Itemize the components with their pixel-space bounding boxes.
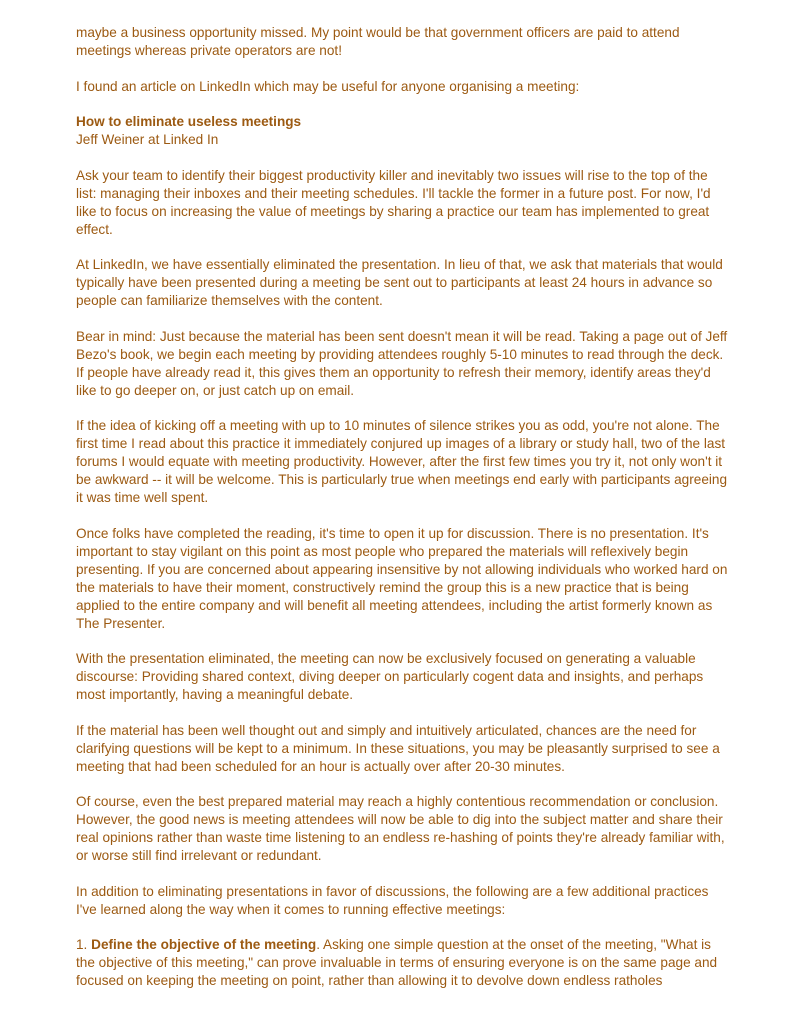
paragraph-clarifying-questions: If the material has been well thought out and simply and intuitively articulated, chances are the need for clarifying questions will be kept to a minimum. In these situations, you may be pleasantly surprised to see a meeting that had been scheduled for an hour is actually over after 20-30 minutes. [76,722,720,774]
document-page [76,24,728,1008]
article-title-text: How to eliminate useless meetings [76,114,302,129]
paragraph-additional-practices: In addition to eliminating presentations in favor of discussions, the following are a few additional practices I've learned along the way when it comes to running effective meetings: [76,883,709,917]
article-author: Jeff Weiner at Linked In [76,132,219,147]
paragraph-productivity-killer: Ask your team to identify their biggest productivity killer and inevitably two issues will rise to the top of the list: managing their inboxes and their meeting schedules. I'll tackle the former in a future post. For now, I'd like to focus on increasing the value of meetings by sharing a practice our team has implemented to great effect. [76,167,711,237]
paragraph-discussion: Once folks have completed the reading, it's time to open it up for discussion. There is no presentation. It's important to stay vigilant on this point as most people who prepared the materials will reflexively begin presenting. If you are concerned about appearing insensitive by not allowing individuals who worked hard on the materials to have their moment, constructively remind the group this is a new practice that is being applied to the entire company and will benefit all meeting attendees, including the artist formerly known as The Presenter. [76,525,728,631]
paragraph-intro: maybe a business opportunity missed. My point would be that government officers are paid to attend meetings whereas private operators are not! [76,25,680,58]
list-item-heading: Define the objective of the meeting [91,937,317,952]
list-item-number: 1. [76,937,92,952]
paragraph-eliminated-presentation: At LinkedIn, we have essentially eliminated the presentation. In lieu of that, we ask that materials that would typically have been presented during a meeting be sent out to participants at least 24 hours in advance so people can familiarize themselves with the content. [76,257,723,308]
article-title [76,113,728,131]
list-item-text: . Asking one simple question at the onset of the meeting, "What is the objective of this meeting," can prove invaluable in terms of ensuring everyone is on the same page and focused on keeping the meeting on point, rather than allowing it to devolve down endless ratholes [76,937,718,988]
paragraph-bear-in-mind: Bear in mind: Just because the material has been sent doesn't mean it will be read. Taking a page out of Jeff Bezo's book, we begin each meeting by providing attendees roughly 5-10 minutes to read through the deck. If people have already read it, this gives them an opportunity to refresh their memory, identify areas they'd like to go deeper on, or just catch up on email. [76,328,728,398]
paragraph-discourse: With the presentation eliminated, the meeting can now be exclusively focused on generating a valuable discourse: Providing shared context, diving deeper on particularly cogent data and insights, and perhaps most importantly, having a meaningful debate. [76,651,704,702]
paragraph-silence: If the idea of kicking off a meeting with up to 10 minutes of silence strikes you as odd, you're not alone. The first time I read about this practice it immediately conjured up images of a library or study hall, two of the last forums I would equate with meeting productivity. However, after the first few times you try it, not only won't it be awkward -- it will be welcome. This is particularly true when meetings end early with participants agreeing it was time well spent. [76,418,728,505]
list-item-define-objective [76,936,728,990]
paragraph-linkedin-article: I found an article on LinkedIn which may be useful for anyone organising a meeting: [76,78,580,94]
paragraph-contentious: Of course, even the best prepared material may reach a highly contentious recommendation or conclusion. However, the good news is meeting attendees will now be able to dig into the subject matter and share their real opinions rather than waste time listening to an endless re-hashing of points they're already familiar with, or worse still find irrelevant or redundant. [76,794,725,863]
